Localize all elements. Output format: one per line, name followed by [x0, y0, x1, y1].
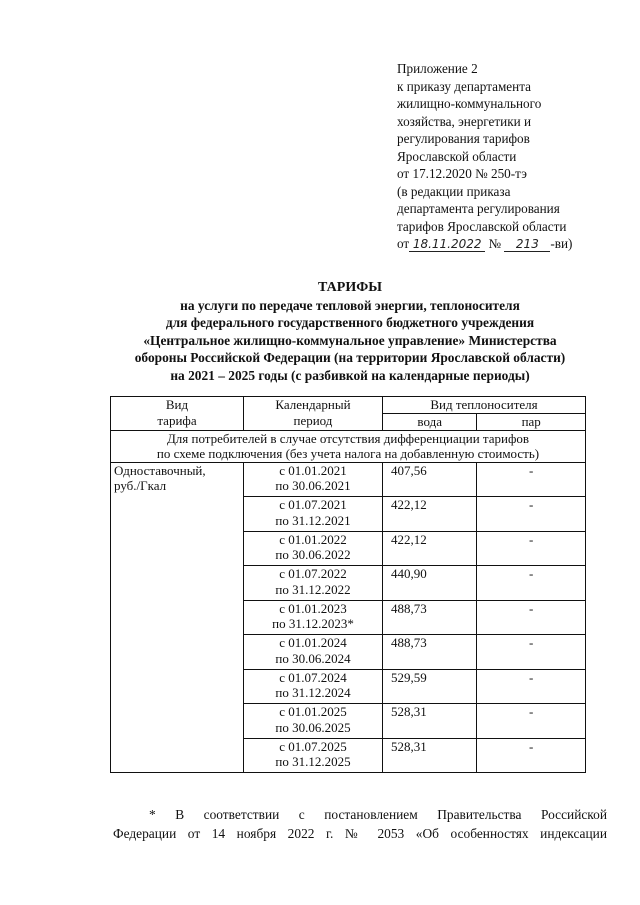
header-carrier: Вид теплоносителя: [383, 397, 586, 414]
header-period: [243, 397, 382, 431]
period-cell: [243, 497, 382, 532]
tariff-type-line1: Одноставочный,: [114, 462, 206, 478]
period-cell: [243, 531, 382, 566]
steam-value: -: [477, 462, 586, 497]
period-cell: [243, 669, 382, 704]
tariff-type-line2: руб./Гкал: [114, 478, 167, 493]
tariff-table: [110, 396, 586, 773]
appendix-line: Приложение 2: [397, 61, 478, 76]
water-value: 488,73: [383, 635, 477, 670]
header-type-line2: тарифа: [157, 412, 197, 428]
water-value: 488,73: [383, 600, 477, 635]
period-to: по 30.06.2024: [275, 650, 351, 666]
period-to: по 31.12.2021: [275, 512, 351, 528]
amendment-line: [397, 235, 627, 253]
header-water: вода: [383, 414, 477, 431]
steam-value: -: [477, 635, 586, 670]
table-header-row: [111, 397, 586, 414]
water-value: 528,31: [383, 704, 477, 739]
steam-value: -: [477, 704, 586, 739]
appendix-line: к приказу департамента: [397, 78, 531, 94]
appendix-line: жилищно-коммунального: [397, 96, 542, 111]
period-from: с 01.01.2024: [279, 635, 347, 650]
steam-value: -: [477, 497, 586, 532]
period-cell: [243, 704, 382, 739]
table-row: [111, 462, 586, 497]
steam-value: -: [477, 669, 586, 704]
table-note-row: [111, 430, 586, 462]
period-from: с 01.01.2021: [279, 462, 347, 478]
appendix-line: Ярославской области: [397, 148, 517, 164]
period-cell: [243, 635, 382, 670]
steam-value: -: [477, 566, 586, 601]
footnote-line1: * В соответствии с постановлением Правительства Российской: [149, 807, 607, 822]
footnote-line2: Федерации от 14 ноября 2022 г. № 2053 «Об особенностях индексации: [113, 825, 607, 841]
steam-value: -: [477, 600, 586, 635]
period-to: по 31.12.2022: [275, 581, 351, 597]
footnote: [113, 806, 607, 843]
period-from: с 01.01.2025: [279, 704, 347, 719]
period-from: с 01.07.2022: [279, 566, 347, 581]
table-note: [111, 430, 586, 462]
period-from: с 01.01.2023: [279, 600, 347, 616]
appendix-line: регулирования тарифов: [397, 131, 530, 146]
water-value: 529,59: [383, 669, 477, 704]
title-line: для федерального государственного бюджетного учреждения: [165, 315, 535, 331]
appendix-header: [397, 60, 627, 253]
period-cell: [243, 600, 382, 635]
tariff-type-cell: [111, 462, 244, 773]
period-to: по 30.06.2025: [275, 719, 351, 735]
header-period-line2: период: [293, 412, 333, 428]
period-from: с 01.07.2025: [279, 738, 347, 754]
header-tariff-type: [111, 397, 244, 431]
table-note-line1: Для потребителей в случае отсутствия дифференциации тарифов: [166, 430, 530, 446]
steam-value: -: [477, 531, 586, 566]
water-value: 422,12: [383, 497, 477, 532]
appendix-line: от 17.12.2020 № 250-тэ: [397, 166, 527, 181]
amendment-number-handwritten: 213: [504, 238, 550, 252]
header-type-line1: Вид: [165, 397, 189, 412]
appendix-line: хозяйства, энергетики и: [397, 113, 532, 129]
appendix-line: департамента регулирования: [397, 201, 560, 216]
water-value: 407,56: [383, 462, 477, 497]
title-line: на 2021 – 2025 годы (с разбивкой на календарные периоды): [170, 367, 530, 383]
appendix-line: (в редакции приказа: [397, 183, 511, 199]
table-note-line2: по схеме подключения (без учета налога на добавленную стоимость): [156, 446, 540, 461]
period-cell: [243, 738, 382, 773]
header-period-line1: Календарный: [275, 397, 351, 412]
water-value: 422,12: [383, 531, 477, 566]
period-from: с 01.07.2021: [279, 497, 347, 512]
title-line: обороны Российской Федерации (на территории Ярославской области): [134, 350, 566, 366]
title-main: ТАРИФЫ: [318, 280, 382, 295]
period-cell: [243, 462, 382, 497]
period-from: с 01.07.2024: [279, 669, 347, 685]
amendment-prefix: от: [397, 236, 410, 251]
period-from: с 01.01.2022: [279, 531, 347, 547]
period-to: по 31.12.2025: [275, 754, 351, 769]
document-title: [90, 279, 610, 385]
period-to: по 30.06.2021: [275, 478, 351, 493]
steam-value: -: [477, 738, 586, 773]
water-value: 528,31: [383, 738, 477, 773]
header-steam: пар: [477, 414, 586, 431]
period-to: по 30.06.2022: [275, 547, 351, 562]
water-value: 440,90: [383, 566, 477, 601]
period-to: по 31.12.2023*: [272, 616, 354, 631]
period-to: по 31.12.2024: [275, 685, 351, 700]
amendment-number-sign: №: [488, 236, 502, 251]
period-cell: [243, 566, 382, 601]
title-line: «Центральное жилищно-коммунальное управление» Министерства: [143, 332, 557, 348]
amendment-date-handwritten: 18.11.2022: [409, 238, 485, 252]
appendix-line: тарифов Ярославской области: [397, 218, 567, 234]
title-line: на услуги по передаче тепловой энергии, теплоносителя: [180, 297, 520, 313]
amendment-suffix: -ви): [550, 236, 573, 251]
